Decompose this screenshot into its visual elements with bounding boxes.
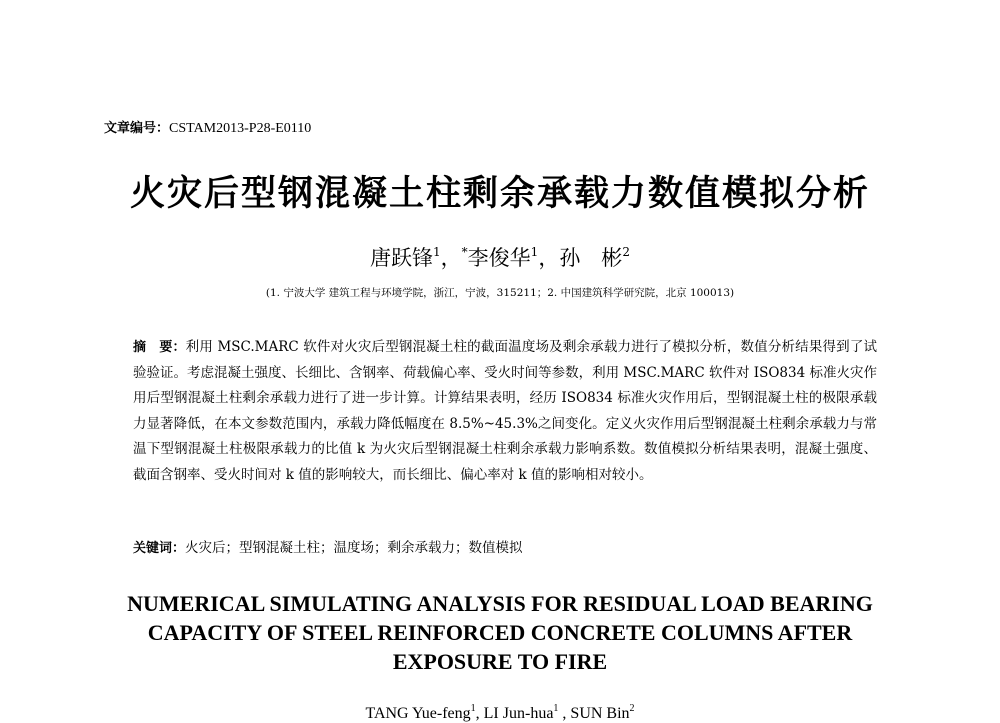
affiliation-chinese: (1. 宁波大学 建筑工程与环境学院，浙江，宁波，315211；2. 中国建筑科学研究院，北京 100013) (265, 287, 735, 299)
author-name: SUN Bin (570, 705, 630, 722)
author-prefix: * (461, 245, 468, 259)
title-english-line: NUMERICAL SIMULATING ANALYSIS FOR RESIDUAL LOAD BEARING (127, 591, 873, 616)
keywords-text: 火灾后；型钢混凝土柱；温度场；剩余承载力；数值模拟 (185, 540, 523, 556)
title-english-line: EXPOSURE TO FIRE (392, 649, 608, 674)
title-english-line: CAPACITY OF STEEL REINFORCED CONCRETE COLUMNS AFTER (147, 620, 853, 645)
author-name: LI Jun-hua (483, 705, 554, 722)
author-affiliation-mark: 1 (433, 245, 441, 259)
keywords-chinese (133, 536, 523, 556)
article-number-label: 文章编号： (104, 121, 170, 136)
author-affiliation-mark: 1 (553, 703, 559, 714)
authors-chinese (0, 242, 1000, 272)
author-separator: ， (538, 246, 560, 270)
author-name: 唐跃锋 (370, 246, 434, 270)
author-affiliation-mark: 1 (470, 703, 476, 714)
author-separator: ， (440, 246, 462, 270)
title-english (60, 589, 940, 676)
author-separator: , (475, 705, 484, 722)
author-separator: , (558, 705, 571, 722)
author-name: 李俊华 (467, 246, 531, 270)
title-chinese: 火灾后型钢混凝土柱剩余承载力数值模拟分析 (129, 174, 870, 214)
authors-english (0, 705, 1000, 723)
author-name: TANG Yue-feng (365, 705, 471, 722)
abstract-text: 利用 MSC.MARC 软件对火灾后型钢混凝土柱的截面温度场及剩余承载力进行了模拟分析，数值分析结果得到了试验验证。考虑混凝土强度、长细比、含钢率、荷载偏心率、受火时间等参数，利用 MSC.MARC 软件对 ISO834 标准火灾作用后型钢混凝土柱剩余承载力进行了进一步计算。计算结果表明，经历 ISO834 标准火灾作用后，型钢混凝土柱的极限承载力显著降低，在本文参数范围内，承载力降低幅度在 8.5%~45.3%之间变化。定义火灾作用后型钢混凝土柱剩余承载力与常温下型钢混凝土柱极限承载力的比值 k 为火灾后型钢混凝土柱剩余承载力影响系数。数值模拟分析结果表明，混凝土强度、截面含钢率、受火时间对 k 值的影响较大，而长细比、偏心率对 k 值的影响相对较小。 (133, 339, 877, 483)
abstract-label: 摘 要： (133, 340, 186, 355)
keywords-label: 关键词： (133, 541, 186, 556)
abstract-chinese (133, 335, 877, 489)
author-name: 孙 彬 (559, 246, 623, 270)
author-affiliation-mark: 2 (629, 703, 635, 714)
author-affiliation-mark: 1 (530, 245, 539, 259)
author-affiliation-mark: 2 (622, 245, 630, 259)
article-number-value: CSTAM2013-P28-E0110 (169, 121, 312, 136)
article-number (104, 117, 311, 137)
